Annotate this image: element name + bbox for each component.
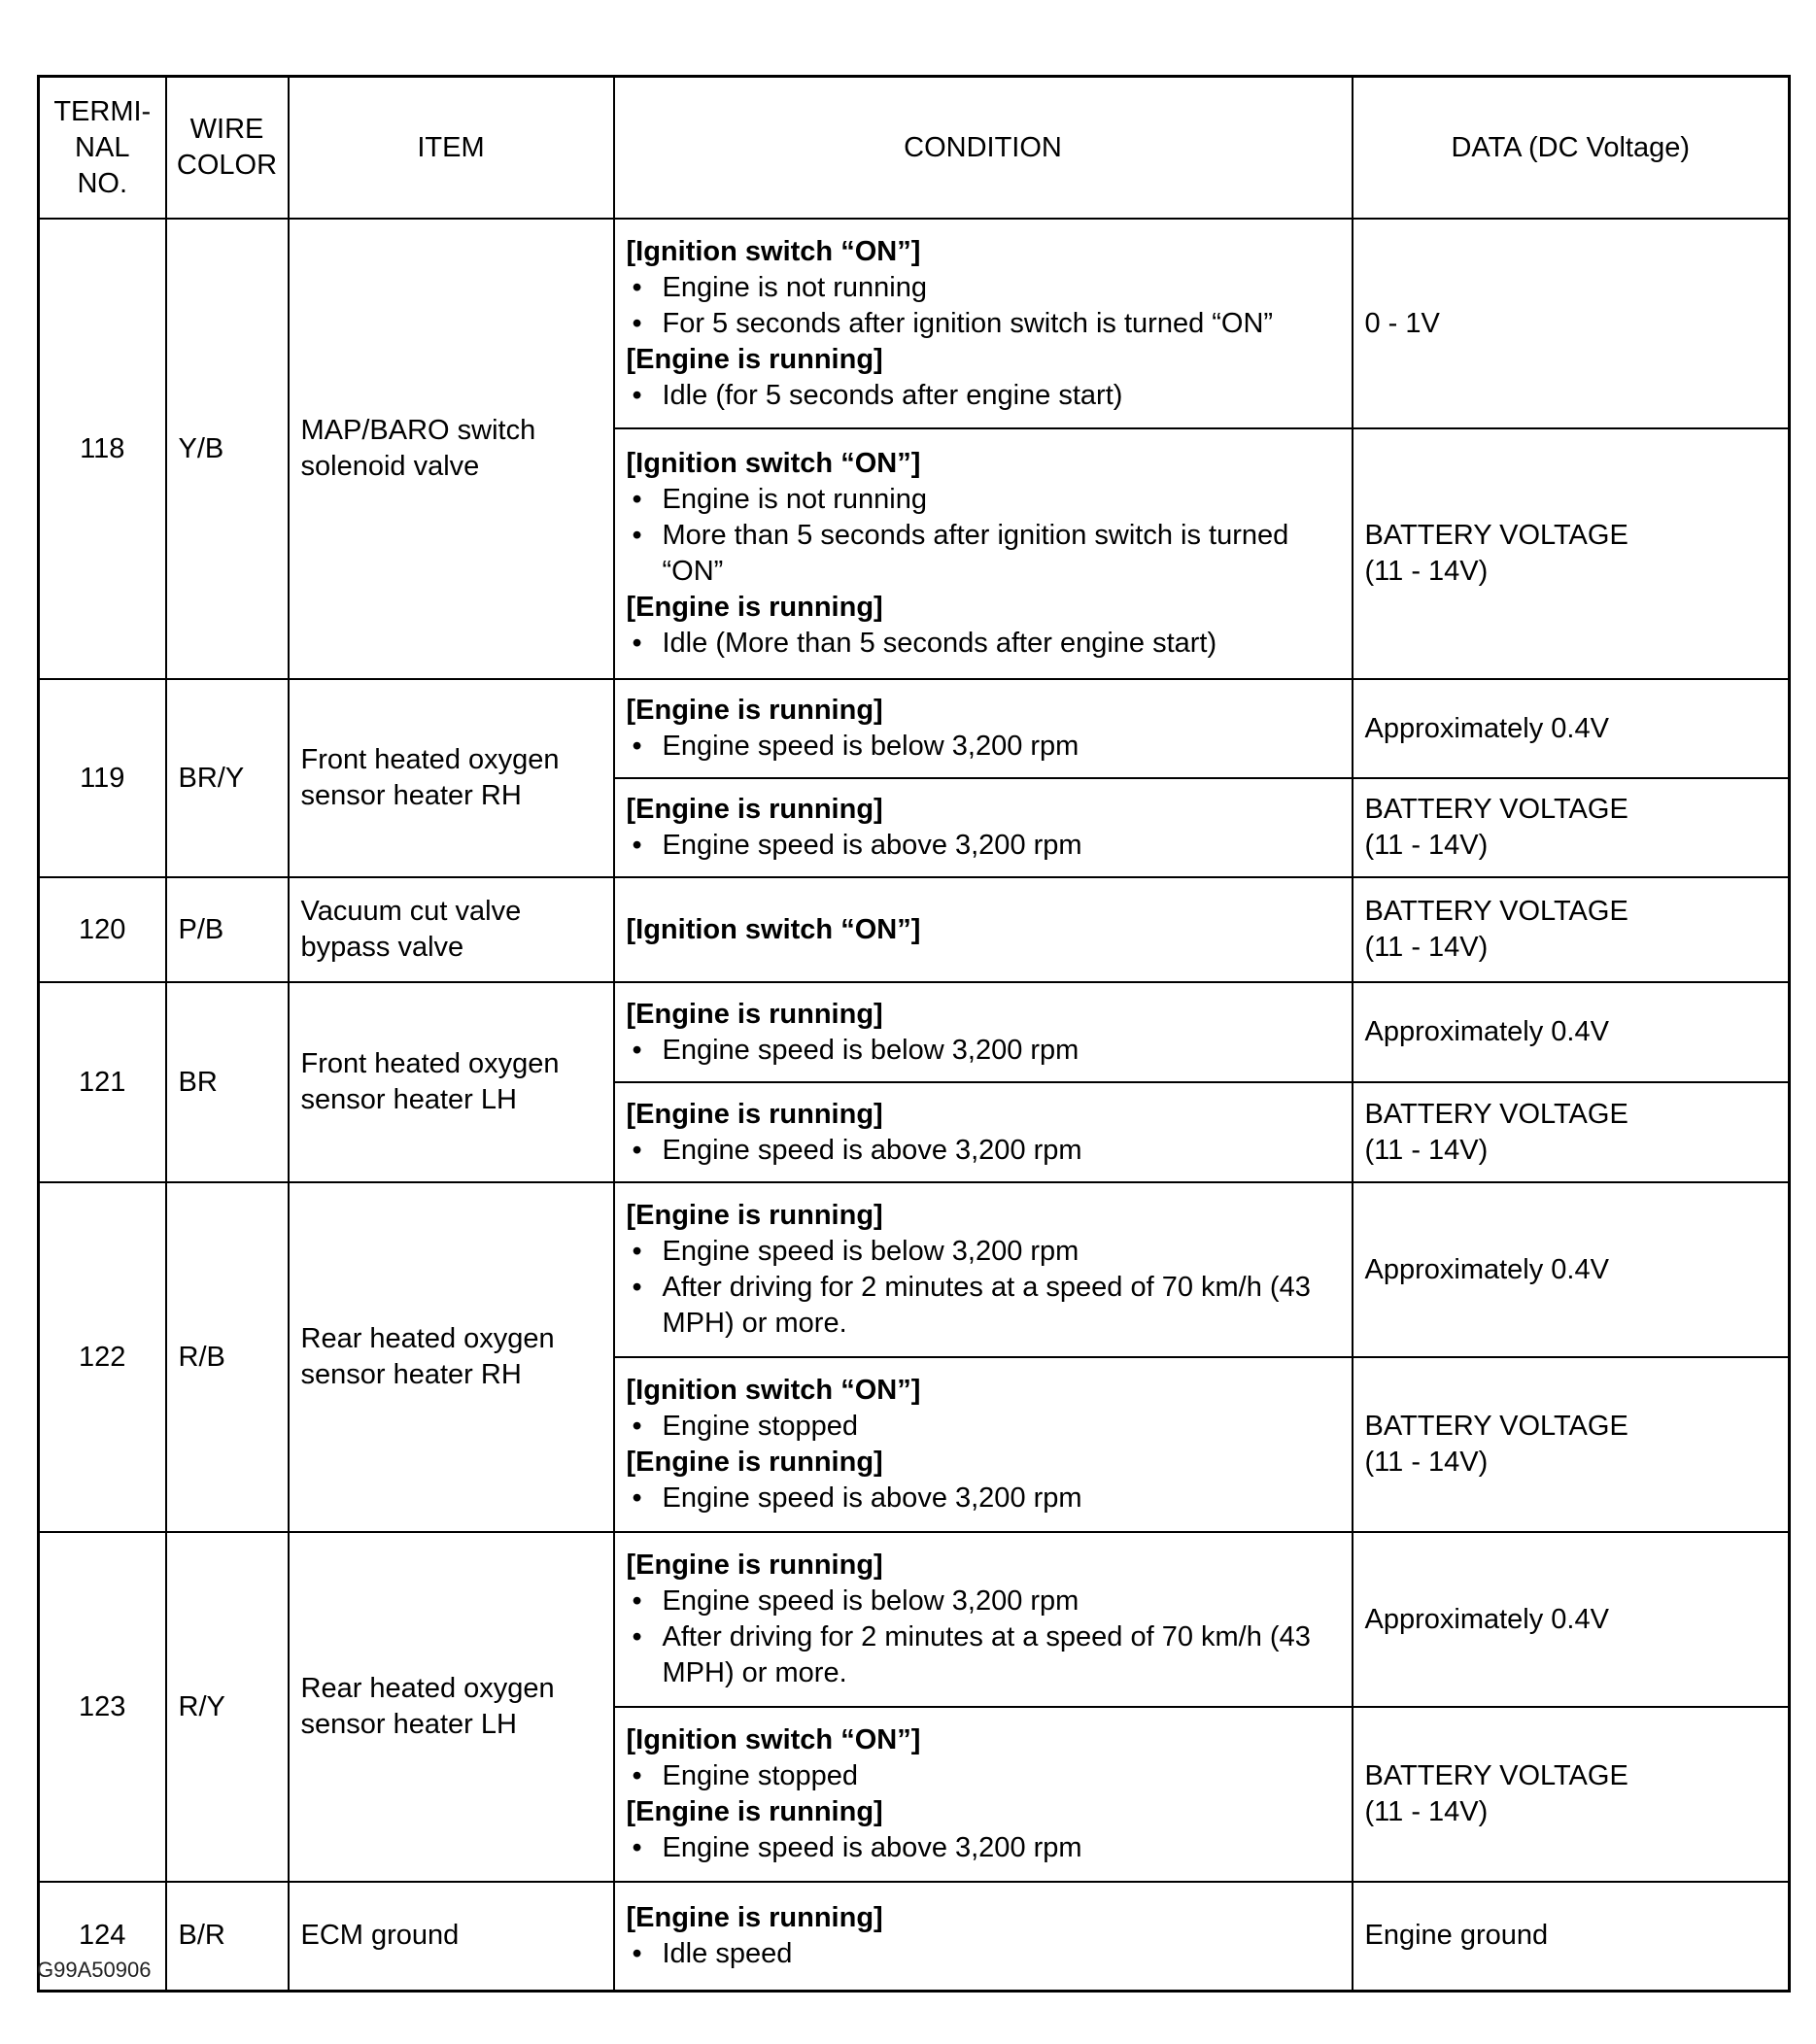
data-voltage-cell (1353, 428, 1790, 679)
terminal-number-cell: 122 (39, 1182, 166, 1532)
data-voltage-cell (1353, 1707, 1790, 1882)
data-voltage-line: Approximately 0.4V (1364, 1253, 1609, 1285)
condition-heading: [Ignition switch “ON”] (626, 913, 921, 945)
ecm-terminal-reference-sheet (37, 75, 1788, 1993)
header-data-label: DATA (DC Voltage) (1451, 131, 1690, 163)
header-item (289, 77, 614, 220)
condition-bullet: • Idle (for 5 seconds after engine start) (627, 378, 1342, 414)
data-voltage-line: BATTERY VOLTAGE (1364, 896, 1628, 927)
condition-heading: [Engine is running] (626, 794, 883, 825)
wire-color-cell: P/B (166, 877, 289, 982)
condition-cell (614, 877, 1353, 982)
item-cell (289, 982, 614, 1182)
wire-color-cell: BR/Y (166, 679, 289, 877)
condition-bullet: • More than 5 seconds after ignition switch is turned “ON” (627, 518, 1342, 590)
condition-heading: [Ignition switch “ON”] (626, 235, 921, 267)
condition-heading: [Engine is running] (626, 343, 883, 375)
ecm-terminal-table (37, 75, 1791, 1993)
item-label: Rear heated oxygen sensor heater LH (300, 1673, 555, 1740)
data-voltage-line: Approximately 0.4V (1364, 1603, 1609, 1635)
header-item-label: ITEM (417, 131, 485, 163)
condition-heading: [Ignition switch “ON”] (626, 1724, 921, 1755)
header-terminal-no-label: TERMI- NAL NO. (53, 95, 152, 199)
condition-heading: [Engine is running] (626, 1550, 883, 1581)
data-voltage-cell (1353, 1357, 1790, 1532)
header-condition-label: CONDITION (904, 131, 1062, 163)
table-row (39, 219, 1790, 428)
data-voltage-line: (11 - 14V) (1364, 830, 1489, 861)
condition-heading: [Ignition switch “ON”] (626, 448, 921, 479)
condition-bullet: • Engine speed is above 3,200 rpm (627, 1830, 1342, 1866)
condition-cell (614, 219, 1353, 428)
data-voltage-line: Approximately 0.4V (1364, 712, 1609, 744)
data-voltage-line: (11 - 14V) (1364, 1796, 1489, 1827)
data-voltage-line: BATTERY VOLTAGE (1364, 794, 1628, 825)
item-cell (289, 679, 614, 877)
data-voltage-cell (1353, 877, 1790, 982)
condition-bullet: • Engine speed is above 3,200 rpm (627, 1481, 1342, 1516)
table-row (39, 1532, 1790, 1707)
data-voltage-cell (1353, 1882, 1790, 1991)
item-label: Front heated oxygen sensor heater RH (300, 744, 560, 811)
data-voltage-cell (1353, 982, 1790, 1082)
data-voltage-cell (1353, 1082, 1790, 1182)
condition-cell (614, 1082, 1353, 1182)
condition-heading: [Engine is running] (626, 1447, 883, 1478)
table-row (39, 877, 1790, 982)
condition-heading: [Engine is running] (626, 592, 883, 623)
data-voltage-line: BATTERY VOLTAGE (1364, 1098, 1628, 1130)
condition-bullet: • After driving for 2 minutes at a speed of 70 km/h (43 MPH) or more. (627, 1619, 1342, 1691)
header-wire-color (166, 77, 289, 220)
data-voltage-line: BATTERY VOLTAGE (1364, 1760, 1628, 1791)
wire-color-cell: R/B (166, 1182, 289, 1532)
item-cell (289, 1882, 614, 1991)
data-voltage-line: (11 - 14V) (1364, 1447, 1489, 1478)
condition-cell (614, 1532, 1353, 1707)
condition-bullet: • Engine speed is below 3,200 rpm (627, 1033, 1342, 1069)
condition-heading: [Engine is running] (626, 1200, 883, 1231)
data-voltage-line: Approximately 0.4V (1364, 1016, 1609, 1047)
condition-bullet: • Engine speed is above 3,200 rpm (627, 1133, 1342, 1169)
figure-id: G99A50906 (37, 1958, 152, 1982)
data-voltage-line: Engine ground (1364, 1920, 1549, 1952)
data-voltage-line: BATTERY VOLTAGE (1364, 520, 1628, 551)
table-header-row (39, 77, 1790, 220)
data-voltage-cell (1353, 1532, 1790, 1707)
table-row (39, 1882, 1790, 1991)
condition-cell (614, 1182, 1353, 1357)
condition-bullet: • Engine speed is below 3,200 rpm (627, 729, 1342, 765)
condition-bullet: • Engine stopped (627, 1758, 1342, 1794)
item-label: Front heated oxygen sensor heater LH (300, 1048, 560, 1115)
table-row (39, 1182, 1790, 1357)
condition-cell (614, 679, 1353, 778)
item-cell (289, 877, 614, 982)
condition-heading: [Engine is running] (626, 695, 883, 726)
data-voltage-line: (11 - 14V) (1364, 1134, 1489, 1166)
data-voltage-line: (11 - 14V) (1364, 556, 1489, 587)
item-cell (289, 1532, 614, 1882)
header-data (1353, 77, 1790, 220)
terminal-number-cell: 124 (39, 1882, 166, 1991)
condition-bullet: • Engine is not running (627, 270, 1342, 306)
condition-bullet: • After driving for 2 minutes at a speed of 70 km/h (43 MPH) or more. (627, 1270, 1342, 1342)
terminal-number-cell: 121 (39, 982, 166, 1182)
data-voltage-line: BATTERY VOLTAGE (1364, 1411, 1628, 1442)
header-wire-color-label: WIRE COLOR (176, 114, 278, 181)
condition-bullet: • Engine speed is below 3,200 rpm (627, 1234, 1342, 1270)
condition-bullet: • Engine speed is below 3,200 rpm (627, 1584, 1342, 1619)
item-label: ECM ground (300, 1920, 460, 1952)
header-terminal-no (39, 77, 166, 220)
wire-color-cell: BR (166, 982, 289, 1182)
wire-color-cell: Y/B (166, 219, 289, 679)
condition-bullet: • Idle (More than 5 seconds after engine start) (627, 626, 1342, 662)
data-voltage-line: 0 - 1V (1364, 307, 1440, 339)
terminal-number-cell: 118 (39, 219, 166, 679)
data-voltage-cell (1353, 778, 1790, 877)
condition-cell (614, 428, 1353, 679)
data-voltage-cell (1353, 1182, 1790, 1357)
table-body (39, 219, 1790, 1991)
item-cell (289, 1182, 614, 1532)
item-label: MAP/BARO switch solenoid valve (300, 415, 536, 482)
terminal-number-cell: 123 (39, 1532, 166, 1882)
condition-bullet: • Idle speed (627, 1936, 1342, 1972)
item-cell (289, 219, 614, 679)
condition-heading: [Engine is running] (626, 1098, 883, 1130)
condition-heading: [Ignition switch “ON”] (626, 1375, 921, 1406)
condition-heading: [Engine is running] (626, 998, 883, 1030)
condition-cell (614, 1707, 1353, 1882)
condition-cell (614, 1882, 1353, 1991)
condition-cell (614, 1357, 1353, 1532)
terminal-number-cell: 119 (39, 679, 166, 877)
header-condition (614, 77, 1353, 220)
item-label: Vacuum cut valve bypass valve (300, 896, 522, 963)
table-row (39, 982, 1790, 1082)
condition-bullet: • Engine speed is above 3,200 rpm (627, 828, 1342, 864)
condition-heading: [Engine is running] (626, 1796, 883, 1827)
wire-color-cell: B/R (166, 1882, 289, 1991)
condition-bullet: • Engine is not running (627, 482, 1342, 518)
condition-heading: [Engine is running] (626, 1901, 883, 1933)
condition-cell (614, 778, 1353, 877)
data-voltage-line: (11 - 14V) (1364, 932, 1489, 963)
terminal-number-cell: 120 (39, 877, 166, 982)
wire-color-cell: R/Y (166, 1532, 289, 1882)
data-voltage-cell (1353, 219, 1790, 428)
condition-bullet: • For 5 seconds after ignition switch is turned “ON” (627, 306, 1342, 342)
condition-bullet: • Engine stopped (627, 1409, 1342, 1445)
table-row (39, 679, 1790, 778)
data-voltage-cell (1353, 679, 1790, 778)
item-label: Rear heated oxygen sensor heater RH (300, 1323, 555, 1390)
condition-cell (614, 982, 1353, 1082)
